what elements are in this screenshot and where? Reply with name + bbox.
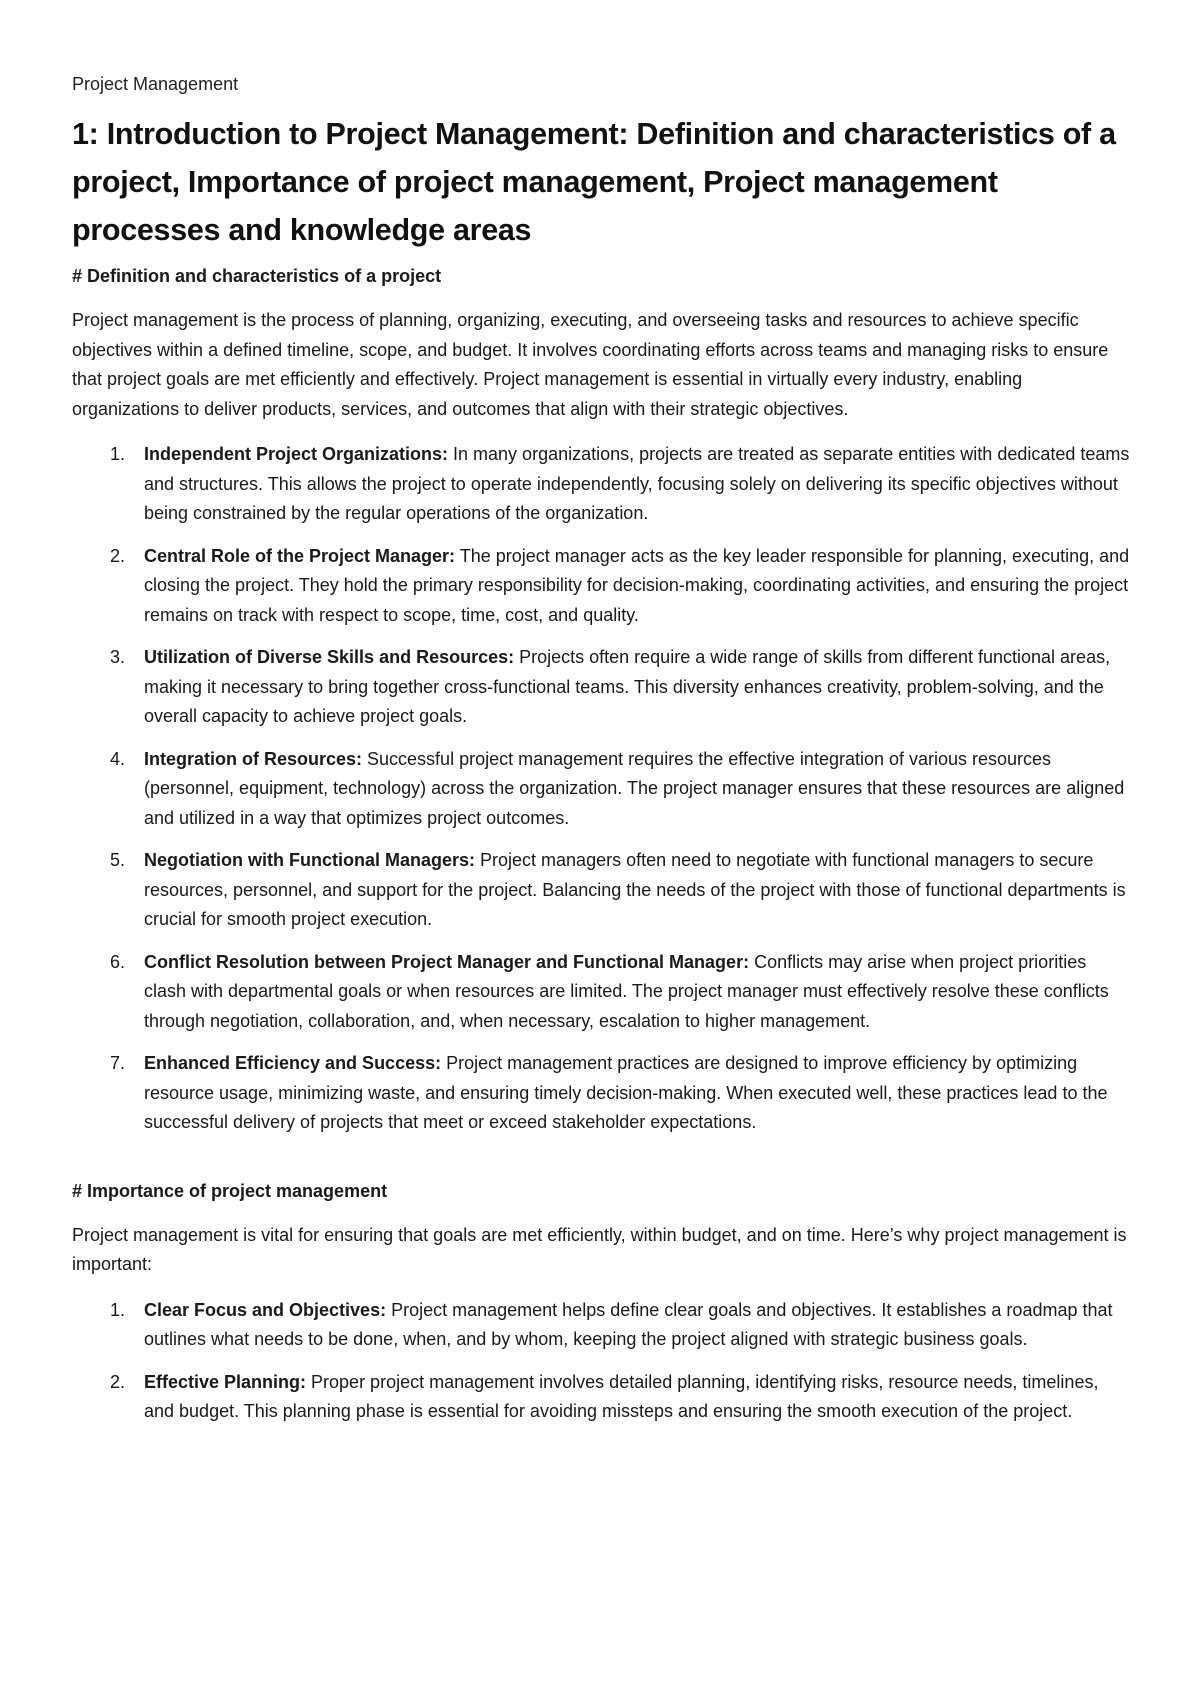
list-item [72,948,1132,1037]
list-text: Projects often require a wide range of skills from different functional areas, making it necessary to bring together cross-functional teams. This diversity enhances creativity, problem-solving, and the overall capacity to achieve project goals. [144,647,1111,726]
list-term: Enhanced Efficiency and Success: [144,1053,442,1073]
section-heading-definition: # Definition and characteristics of a project [72,266,442,286]
list-number: 7. [110,1053,126,1073]
list-item [72,542,1132,631]
list-item [72,440,1132,529]
list-number: 1. [110,444,126,464]
list-term: Clear Focus and Objectives: [144,1299,387,1320]
list-text: Proper project management involves detailed planning, identifying risks, resource needs, timelines, and budget. This planning phase is essential for avoiding missteps and ensuring the smooth execution of the project. [144,1371,1099,1421]
characteristics-list [72,440,1132,1138]
list-text: Successful project management requires the effective integration of various resources (personnel, equipment, technology) across the organization. The project manager ensures that these resources are aligned and utilized in a way that optimizes project outcomes. [144,748,1125,828]
list-number: 3. [110,647,126,667]
list-term: Conflict Resolution between Project Manager and Functional Manager: [144,951,750,972]
list-text: Project managers often need to negotiate with functional managers to secure resources, personnel, and support for the project. Balancing the needs of the project with those of functional departments is crucial for smooth project execution. [144,850,1126,929]
list-term: Negotiation with Functional Managers: [144,850,476,870]
list-item [72,846,1132,935]
list-number: 4. [110,748,126,769]
list-text: Project management helps define clear goals and objectives. It establishes a roadmap that outlines what needs to be done, when, and by whom, keeping the project aligned with strategic business goals. [144,1299,1113,1349]
section-heading-importance: # Importance of project management [72,1180,388,1201]
list-term: Utilization of Diverse Skills and Resources: [144,647,515,667]
list-text: The project manager acts as the key leader responsible for planning, executing, and closing the project. They hold the primary responsibility for decision-making, coordinating activities, and ensuring the project remains on track with respect to scope, time, cost, and quality. [144,545,1130,625]
list-term: Effective Planning: [144,1371,307,1392]
list-number: 2. [110,1371,126,1392]
list-text: In many organizations, projects are treated as separate entities with dedicated teams and structures. This allows the project to operate independently, focusing solely on delivering its specific objectives without being constrained by the regular operations of the organization. [144,444,1130,523]
list-item [72,1368,1132,1427]
section-intro-definition: Project management is the process of planning, organizing, executing, and overseeing tasks and resources to achieve specific objectives within a defined timeline, scope, and budget. It involves coordinating efforts across teams and managing risks to ensure that project goals are met efficiently and effectively. Project management is essential in virtually every industry, enabling organizations to deliver products, services, and outcomes that align with their strategic objectives. [72,310,1109,419]
list-term: Independent Project Organizations: [144,444,449,464]
list-term: Integration of Resources: [144,748,363,769]
list-term: Central Role of the Project Manager: [144,545,456,566]
running-header: Project Management [72,74,239,94]
list-item [72,643,1132,732]
list-item [72,1296,1132,1355]
list-text: Project management practices are designed to improve efficiency by optimizing resource usage, minimizing waste, and ensuring timely decision-making. When executed well, these practices lead to the successful delivery of projects that meet or exceed stakeholder expectations. [144,1053,1108,1132]
section-spacer [72,1151,1132,1179]
list-number: 1. [110,1299,126,1320]
document-page [72,72,1132,1440]
importance-list [72,1296,1132,1427]
document-title: 1: Introduction to Project Management: Definition and characteristics of a project, Importance of project management, Project management processes and knowledge areas [72,117,1116,247]
section-intro-importance: Project management is vital for ensuring that goals are met efficiently, within budget, and on time. Here’s why project management is important: [72,1224,1127,1274]
list-text: Conflicts may arise when project priorities clash with departmental goals or when resources are limited. The project manager must effectively resolve these conflicts through negotiation, collaboration, and, when necessary, escalation to higher management. [144,951,1109,1031]
list-number: 6. [110,951,126,972]
list-number: 5. [110,850,126,870]
list-item [72,745,1132,834]
list-item [72,1049,1132,1138]
list-number: 2. [110,545,126,566]
